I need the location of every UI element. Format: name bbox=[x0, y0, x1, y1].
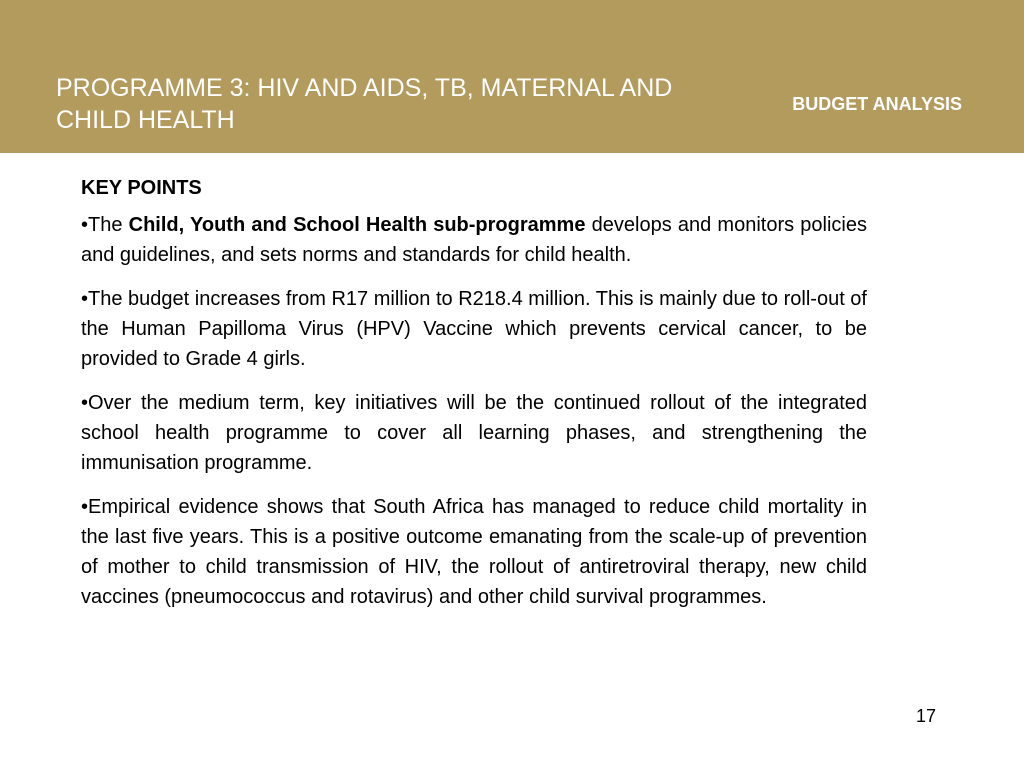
bullet-1-text: develops and monitors policies and guidelines, and sets norms and standards for child health. bbox=[81, 214, 867, 266]
bullet-1 bbox=[81, 210, 867, 270]
section-label: BUDGET ANALYSIS bbox=[792, 94, 962, 114]
bullet-4: •Empirical evidence shows that South Africa has managed to reduce child mortality in the last five years. This is a positive outcome emanating from the scale-up of prevention of mother to child transmission of HIV, the rollout of antiretroviral therapy, new child vaccines (pneumococcus and rotavirus) and other child survival programmes. bbox=[81, 496, 867, 608]
bullet-1-bold: Child, Youth and School Health sub-programme bbox=[128, 214, 586, 236]
slide-content bbox=[81, 174, 867, 626]
bullet-1-prefix: •The bbox=[81, 214, 129, 236]
page-number: 17 bbox=[915, 706, 936, 726]
bullet-2: •The budget increases from R17 million to R218.4 million. This is mainly due to roll-out of the Human Papilloma Virus (HPV) Vaccine which prevents cervical cancer, to be provided to Grade 4 girls. bbox=[81, 288, 867, 370]
slide-title: PROGRAMME 3: HIV AND AIDS, TB, MATERNAL AND CHILD HEALTH bbox=[56, 74, 673, 134]
header-banner bbox=[0, 0, 1024, 153]
key-points-heading: KEY POINTS bbox=[81, 177, 202, 199]
bullet-3: •Over the medium term, key initiatives will be the continued rollout of the integrated school health programme to cover all learning phases, and strengthening the immunisation programme. bbox=[81, 392, 867, 474]
